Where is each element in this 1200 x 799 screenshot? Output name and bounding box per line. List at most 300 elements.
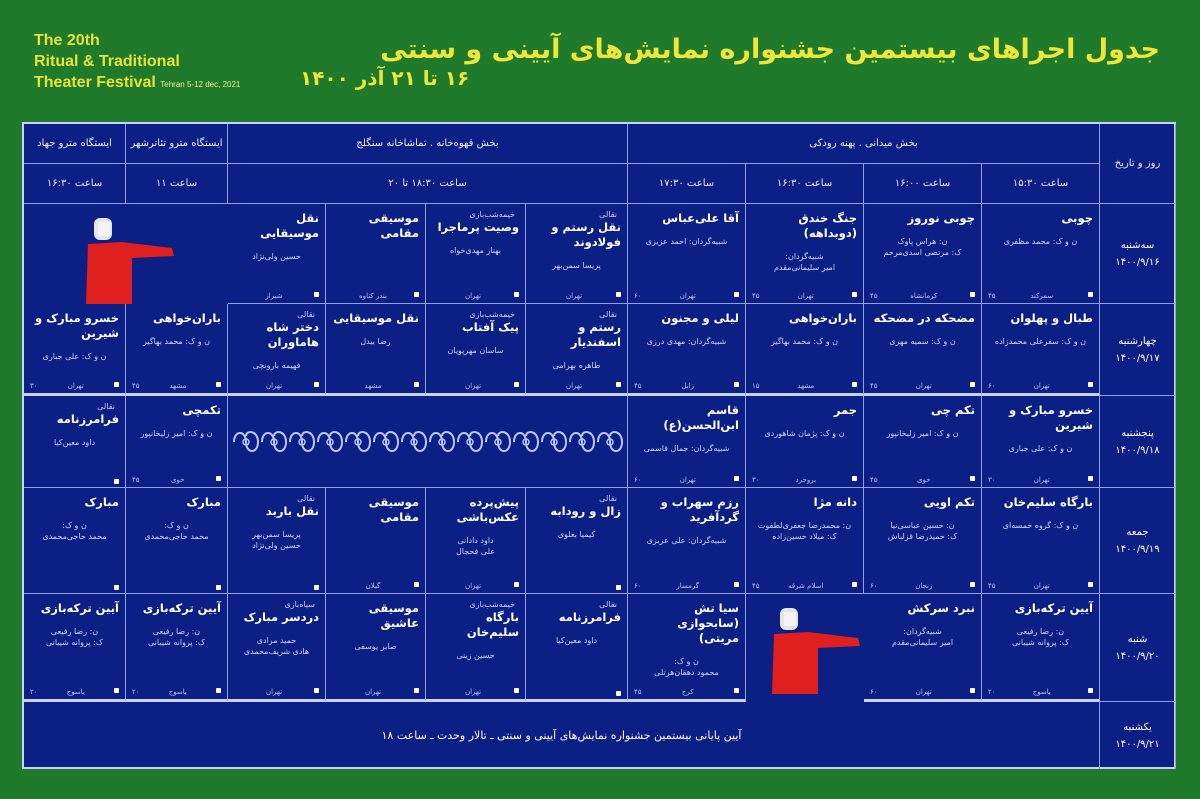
show-category: خیمه‌شب‌بازی	[469, 210, 515, 219]
show-title: فرامرزنامه	[558, 610, 621, 624]
show-cell	[746, 396, 864, 488]
bullet-icon	[734, 688, 739, 693]
show-duration: ۲۰	[132, 688, 140, 696]
bullet-icon	[616, 691, 621, 696]
bullet-icon	[414, 582, 419, 587]
bullet-icon	[734, 382, 739, 387]
show-footer	[988, 688, 1093, 696]
page-subtitle: ۱۶ تا ۲۱ آذر ۱۴۰۰	[300, 66, 470, 90]
bullet-icon	[414, 292, 419, 297]
header-time-11: ساعت ۱۱	[126, 164, 228, 204]
show-credit: ن و ک: محمود دهقان‌هرتلی	[654, 657, 719, 677]
show-city: تهران	[464, 292, 482, 300]
show-category: نقالی	[297, 494, 315, 503]
show-title: وصیت پرماجرا	[437, 220, 519, 234]
show-city: تهران	[915, 688, 932, 696]
show-credit: ن: رضا رفیعی ک: پروانه شیبانی	[1011, 627, 1070, 647]
show-footer	[234, 382, 319, 390]
red-costume-figure-icon	[762, 604, 872, 696]
festival-line2: Ritual & Traditional	[34, 53, 180, 70]
show-duration: ۴۵	[870, 476, 878, 484]
show-credit: طاهره بهرامی	[552, 361, 601, 370]
show-category: سیاه‌بازی	[284, 600, 315, 609]
show-cell	[24, 396, 126, 488]
show-cell	[746, 204, 864, 304]
show-city: تهران	[797, 292, 814, 300]
bullet-icon	[514, 688, 519, 693]
ornament-pattern	[228, 396, 628, 488]
show-credit: داود معین‌کیا	[53, 438, 96, 447]
bullet-icon	[734, 582, 739, 587]
festival-english-title	[34, 30, 240, 95]
show-credit: کیمیا بعلوی	[557, 530, 596, 539]
show-duration: ۶۰	[634, 476, 642, 484]
show-city: گرمسار	[676, 582, 700, 590]
show-cell	[24, 594, 126, 702]
show-credit: حمید مرادی هادی شریف‌محمدی	[243, 636, 310, 656]
show-city: تهران	[265, 688, 283, 696]
show-duration: ۴۵	[870, 382, 878, 390]
show-footer	[752, 582, 857, 590]
show-footer	[532, 691, 621, 696]
show-title: تکم چی	[931, 403, 975, 417]
show-credit: ن و ک: امیر زلیخانپور	[140, 429, 213, 438]
show-cell	[426, 594, 526, 702]
bullet-icon	[216, 688, 221, 693]
header-time-1600: ساعت ۱۶:۰۰	[864, 164, 982, 204]
day-date: ۱۴۰۰/۹/۱۶	[1115, 256, 1160, 268]
show-title: موسیقی مقامی	[368, 495, 419, 524]
show-cell	[982, 204, 1100, 304]
show-category: نقالی	[599, 310, 617, 319]
show-footer	[988, 582, 1093, 590]
show-footer	[870, 476, 975, 484]
show-title: تکمچی	[182, 403, 221, 417]
show-title: خسرو مبارک و شیرین	[1009, 403, 1093, 432]
show-city: مشهد	[169, 382, 187, 390]
show-duration: ۴۵	[634, 688, 642, 696]
show-city: مشهد	[364, 382, 382, 390]
bullet-icon	[1088, 582, 1093, 587]
show-credit: ن و ک: محمد بهاگیر	[142, 337, 211, 346]
show-duration: ۴۵	[870, 292, 878, 300]
show-category: نقالی	[599, 494, 617, 503]
bullet-icon	[114, 479, 119, 484]
show-cell	[864, 594, 982, 702]
show-cell	[864, 488, 982, 594]
header-day-date: روز و تاریخ	[1100, 124, 1176, 204]
show-title: باران‌خواهی	[152, 311, 221, 325]
show-cell	[326, 304, 426, 396]
bullet-icon	[852, 582, 857, 587]
show-footer	[634, 476, 739, 484]
show-title: جمر	[833, 403, 857, 417]
show-credit: ن: هراس پاوک ک: مرتضی اسدی‌مرحم	[883, 237, 962, 257]
show-footer	[132, 585, 221, 590]
show-footer	[870, 382, 975, 390]
bullet-icon	[734, 292, 739, 297]
show-cell	[126, 594, 228, 702]
show-city: تهران	[679, 292, 696, 300]
day-date: ۱۴۰۰/۹/۱۹	[1115, 543, 1160, 555]
show-city: تهران	[915, 382, 932, 390]
show-title: طبال و پهلوان	[1010, 311, 1093, 325]
show-title: نبرد سرکش	[907, 601, 975, 615]
show-footer	[332, 688, 419, 696]
show-cell	[426, 488, 526, 594]
show-category: نقالی	[97, 402, 115, 411]
show-title: سیا تش (سابحوازی مریتی)	[677, 601, 739, 645]
show-city: تهران	[565, 292, 583, 300]
day-name: پنجشنبه	[1121, 427, 1154, 439]
show-footer	[870, 292, 975, 300]
show-title: تکم اویی	[923, 495, 975, 509]
bullet-icon	[114, 585, 119, 590]
show-cell	[982, 396, 1100, 488]
bullet-icon	[216, 585, 221, 590]
show-cell	[982, 594, 1100, 702]
bullet-icon	[970, 382, 975, 387]
bullet-icon	[1088, 382, 1093, 387]
show-credit: ن و ک: علی جباری	[42, 352, 107, 361]
show-credit: شبیه‌گردان: امیر سلیمانی‌مقدم	[891, 627, 954, 647]
show-city: یاسوج	[168, 688, 187, 696]
show-credit: داود دادانی علی فحجال	[455, 536, 496, 556]
show-cell	[326, 594, 426, 702]
show-city: تهران	[464, 582, 482, 590]
header-time-1830-20: ساعت ۱۸:۳۰ تا ۲۰	[228, 164, 628, 204]
bullet-icon	[414, 688, 419, 693]
bullet-icon	[514, 292, 519, 297]
show-title: آقا علی‌عباس	[662, 211, 739, 225]
show-duration: ۶۰	[870, 688, 878, 696]
show-city: بروجرد	[795, 476, 817, 484]
show-credit: شبیه‌گردان: امیر سلیمانی‌مقدم	[773, 252, 836, 272]
show-footer	[132, 476, 221, 484]
show-credit: ن و ک: گروه خمسه‌ای	[1002, 521, 1079, 530]
show-title: مبارک	[186, 495, 221, 509]
closing-ceremony: آیین پایانی بیستمین جشنواره نمایش‌های آیینی و سنتی ـ تالار وحدت ـ ساعت ۱۸	[24, 702, 1100, 769]
show-cell	[628, 396, 746, 488]
show-credit: ن و ک: محمد حاجی‌محمدی	[144, 521, 209, 541]
show-cell	[126, 488, 228, 594]
show-credit: صابر یوسفی	[354, 642, 397, 651]
show-credit: داود معین‌کیا	[555, 636, 598, 645]
show-duration: ۶۰	[870, 582, 878, 590]
show-title: بارگاه سلیم‌خان	[466, 610, 519, 639]
show-credit: حسین ولی‌نژاد	[252, 252, 301, 261]
show-title: لیلی و مجنون	[661, 311, 739, 325]
show-city: یاسوج	[1032, 688, 1051, 696]
show-footer	[30, 479, 119, 484]
show-footer	[234, 585, 319, 590]
show-footer	[870, 582, 975, 590]
show-footer	[752, 476, 857, 484]
bullet-icon	[616, 292, 621, 297]
show-cell	[426, 204, 526, 304]
bullet-icon	[514, 582, 519, 587]
show-city: تهران	[565, 382, 583, 390]
bullet-icon	[970, 688, 975, 693]
show-cell	[526, 204, 628, 304]
show-cell	[746, 304, 864, 396]
day-cell	[1100, 488, 1176, 594]
bullet-icon	[970, 292, 975, 297]
show-title: موسیقی عاشیق	[368, 601, 419, 630]
show-cell	[628, 488, 746, 594]
header-section-metro-theater: ایستگاه مترو تئاترشهر	[126, 124, 228, 164]
show-cell	[864, 204, 982, 304]
show-title: نقل رستم و فولادوند	[551, 220, 621, 249]
show-city: تهران	[364, 688, 382, 696]
show-title: دردسر مبارک	[243, 610, 319, 624]
day-name: یکشنبه	[1123, 721, 1152, 733]
show-city: کرج	[681, 688, 694, 696]
show-cell	[628, 304, 746, 396]
show-title: مضحکه در مضحکه	[873, 311, 975, 325]
show-cell	[526, 304, 628, 396]
show-duration: ۶۰	[634, 582, 642, 590]
show-footer	[532, 292, 621, 300]
show-city: تهران	[265, 382, 283, 390]
show-credit: ن و ک: محمد مظفری	[1003, 237, 1078, 246]
show-credit: حسین زینی	[456, 651, 495, 660]
festival-line1: The 20th	[34, 32, 100, 49]
show-footer	[234, 292, 319, 300]
bullet-icon	[314, 292, 319, 297]
day-name: چهارشنبه	[1118, 335, 1157, 347]
show-footer	[532, 585, 621, 590]
day-cell	[1100, 396, 1176, 488]
show-footer	[988, 292, 1093, 300]
bullet-icon	[852, 382, 857, 387]
show-city: بندر کناوه	[359, 292, 387, 300]
bullet-icon	[616, 585, 621, 590]
show-title: بارگاه سلیم‌خان	[1003, 495, 1093, 509]
show-credit: ن و ک: پژمان شاهوردی	[764, 429, 845, 438]
show-cell	[628, 204, 746, 304]
bullet-icon	[1088, 688, 1093, 693]
show-title: آیین ترکه‌بازی	[142, 601, 221, 615]
day-cell	[1100, 594, 1176, 702]
show-cell	[746, 488, 864, 594]
show-footer	[234, 688, 319, 696]
show-city: زنجان	[915, 582, 933, 590]
show-credit: ن و ک: سفرعلی محمدزاده	[994, 337, 1087, 346]
show-footer	[432, 382, 519, 390]
show-title: آیین ترکه‌بازی	[40, 601, 119, 615]
show-footer	[634, 382, 739, 390]
show-duration: ۴۵	[132, 476, 140, 484]
show-credit: فهیمه بارونچی	[252, 361, 301, 370]
show-footer	[432, 292, 519, 300]
bullet-icon	[114, 688, 119, 693]
show-city: شیراز	[265, 292, 283, 300]
show-title: جنگ خندق (دوبداهه)	[798, 211, 857, 240]
show-city: زابل	[681, 382, 695, 390]
show-title: خسرو مبارک و شیرین	[35, 311, 119, 340]
show-credit: شبیه‌گردان: احمد عزیزی	[645, 237, 728, 246]
day-cell	[1100, 204, 1176, 304]
show-title: نقل موسیقایی	[260, 211, 319, 240]
bullet-icon	[414, 382, 419, 387]
show-footer	[634, 292, 739, 300]
show-duration: ۳۰	[988, 476, 996, 484]
show-city: تهران	[1033, 476, 1050, 484]
show-duration: ۶۰	[988, 382, 996, 390]
bullet-icon	[314, 382, 319, 387]
show-title: آیین ترکه‌بازی	[1014, 601, 1093, 615]
show-duration: ۳۰	[30, 382, 38, 390]
show-credit: پریسا سمن‌بهر حسین ولی‌نژاد	[252, 530, 301, 550]
show-duration: ۶۰	[634, 292, 642, 300]
show-city: خوی	[917, 476, 931, 484]
page-title: جدول اجراهای بیستمین جشنواره نمایش‌های آیینی و سنتی	[380, 34, 1160, 65]
show-cell	[864, 396, 982, 488]
header-section-qahvekhane: بخش قهوه‌خانه . تماشاخانه سنگلج	[228, 124, 628, 164]
show-title: قاسم ابن‌الحسن(ع)	[663, 403, 739, 432]
bullet-icon	[216, 382, 221, 387]
show-footer	[132, 688, 221, 696]
show-cell	[326, 204, 426, 304]
day-name: سه‌شنبه	[1120, 239, 1155, 251]
show-credit: ن و ک: علی جباری	[1008, 444, 1073, 453]
show-city: کرمانشاه	[910, 292, 938, 300]
show-cell	[526, 488, 628, 594]
show-city: تهران	[464, 382, 482, 390]
bullet-icon	[970, 582, 975, 587]
show-title: زال و رودابه	[550, 504, 621, 518]
header-time-jahad: ساعت ۱۶:۳۰	[24, 164, 126, 204]
show-city: اسلام شرقه	[788, 582, 824, 590]
show-cell	[326, 488, 426, 594]
bullet-icon	[216, 476, 221, 481]
show-cell	[982, 488, 1100, 594]
show-cell	[982, 304, 1100, 396]
header-section-metro-jahad: ایستگاه مترو جهاد	[24, 124, 126, 164]
day-date: ۱۴۰۰/۹/۱۸	[1115, 444, 1160, 456]
show-cell	[864, 304, 982, 396]
schedule-table	[22, 122, 1176, 769]
show-cell	[228, 594, 326, 702]
bullet-icon	[514, 382, 519, 387]
show-title: چوبی نوروز	[907, 211, 975, 225]
show-city: تهران	[1033, 582, 1050, 590]
show-duration: ۴۵	[634, 382, 642, 390]
red-costume-figure-icon	[76, 214, 186, 306]
header-time-1730: ساعت ۱۷:۳۰	[628, 164, 746, 204]
show-footer	[332, 292, 419, 300]
show-credit: ن: محمدرضا جعفری‌لطفوت ک: میلاد حسین‌زاده	[757, 521, 852, 541]
show-cell	[126, 396, 228, 488]
show-footer	[988, 382, 1093, 390]
bullet-icon	[314, 585, 319, 590]
ornament-svg	[232, 422, 624, 462]
show-city: خوی	[171, 476, 185, 484]
show-duration: ۴۵	[752, 582, 760, 590]
show-city: مشهد	[797, 382, 815, 390]
show-cell	[228, 204, 326, 304]
show-footer	[870, 688, 975, 696]
show-credit: ن و ک: سمیه مهری	[889, 337, 956, 346]
show-cell	[526, 594, 628, 702]
festival-line3: Theater Festival	[34, 74, 156, 91]
show-footer	[30, 688, 119, 696]
show-category: نقالی	[599, 600, 617, 609]
show-title: دانه مژا	[813, 495, 857, 509]
show-title: موسیقی مقامی	[368, 211, 419, 240]
show-credit: ساسان مهرپویان	[447, 346, 504, 355]
show-title: پیش‌پرده عکس‌باشی	[456, 495, 519, 524]
show-title: دختر شاه هاماوران	[266, 320, 319, 349]
show-cell	[24, 488, 126, 594]
show-city: تهران	[464, 688, 482, 696]
show-duration: ۲۰	[30, 688, 38, 696]
show-footer	[634, 582, 739, 590]
show-cell	[24, 304, 126, 396]
show-title: پیک آفتاب	[462, 320, 519, 334]
show-credit: شبیه‌گردان: جمال قاسمی	[643, 444, 730, 453]
show-title: فرامرزنامه	[56, 412, 119, 426]
show-footer	[634, 688, 739, 696]
show-cell	[228, 304, 326, 396]
show-city: تهران	[67, 382, 84, 390]
show-duration: ۲۰	[988, 688, 996, 696]
show-title: چوبی	[1061, 211, 1093, 225]
day-name: شنبه	[1127, 633, 1148, 645]
show-footer	[432, 688, 519, 696]
show-category: نقالی	[297, 310, 315, 319]
header-time-1530: ساعت ۱۵:۳۰	[982, 164, 1100, 204]
show-category: نقالی	[599, 210, 617, 219]
festival-dates-en: Tehran 5-12 dec, 2021	[160, 80, 241, 89]
show-city: تهران	[679, 476, 696, 484]
day-cell	[1100, 304, 1176, 396]
show-cell	[228, 488, 326, 594]
show-title: باران‌خواهی	[788, 311, 857, 325]
show-title: نقل موسیقایی	[333, 311, 419, 325]
show-footer	[332, 382, 419, 390]
day-date: ۱۴۰۰/۹/۱۷	[1115, 352, 1160, 364]
show-footer	[332, 582, 419, 590]
bullet-icon	[114, 382, 119, 387]
show-title: رزم سهراب و گردآفرید	[660, 495, 739, 524]
bullet-icon	[314, 688, 319, 693]
show-credit: رضا بیدل	[360, 337, 391, 346]
show-duration: ۱۵	[752, 382, 760, 390]
day-cell	[1100, 702, 1176, 769]
bullet-icon	[970, 476, 975, 481]
show-duration: ۴۵	[132, 382, 140, 390]
show-credit: ن و ک: امیر زلیخانپور	[886, 429, 959, 438]
show-city: تهران	[1033, 382, 1050, 390]
show-duration: ۴۵	[988, 292, 996, 300]
show-title: مبارک	[84, 495, 119, 509]
show-duration: ۴۵	[752, 292, 760, 300]
show-footer	[30, 382, 119, 390]
show-credit: شبیه‌گردان: مهدی درزی	[646, 337, 727, 346]
show-footer	[30, 585, 119, 590]
show-footer	[432, 582, 519, 590]
bullet-icon	[852, 292, 857, 297]
show-credit: ن و ک: محمد حاجی‌محمدی	[42, 521, 107, 541]
show-title: نقل باربد	[265, 504, 319, 518]
show-category: خیمه‌شب‌بازی	[469, 600, 515, 609]
bullet-icon	[1088, 292, 1093, 297]
show-credit: ن: رضا رفیعی ک: پروانه شیبانی	[45, 627, 104, 647]
show-credit: ن و ک: محمد بهاگیر	[770, 337, 839, 346]
show-cell	[628, 594, 746, 702]
